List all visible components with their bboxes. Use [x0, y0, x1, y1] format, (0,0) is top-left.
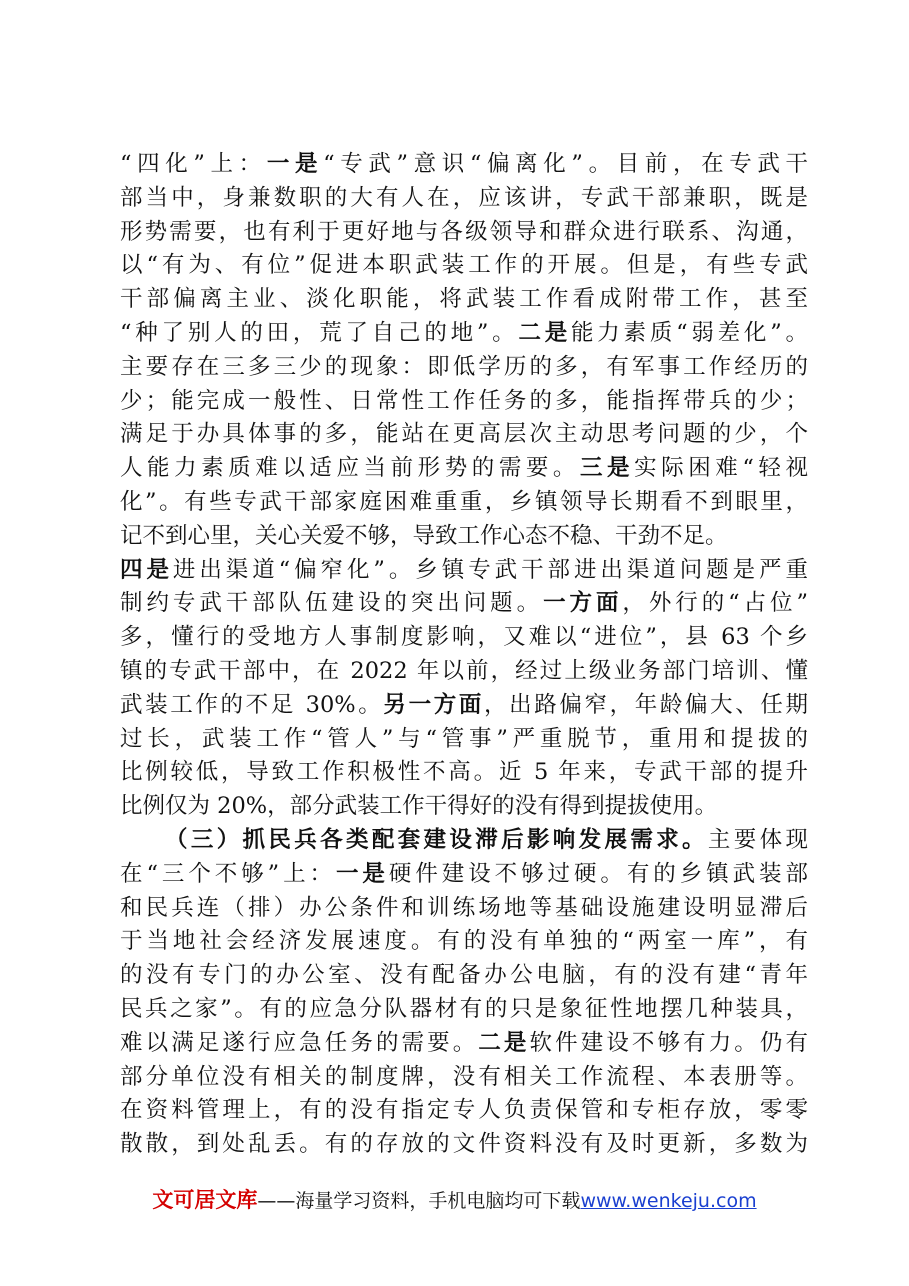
- text-segment: 武装工作的不足 30%。: [120, 691, 384, 718]
- text-segment: “四化”上：: [120, 151, 267, 177]
- text-line: [120, 723, 808, 757]
- text-line: [120, 756, 808, 790]
- text-segment: 难以满足遂行应急任务的需要。: [120, 1029, 479, 1056]
- bold-keyword: 一是: [266, 151, 324, 177]
- text-line: [120, 182, 808, 216]
- text-segment: 部分单位没有相关的制度牌，没有相关工作流程、本表册等。: [120, 1063, 808, 1090]
- text-segment: 镇的专武干部中，在 2022 年以前，经过上级业务部门培训、懂: [120, 657, 808, 684]
- text-segment: 在“三个不够”上：: [120, 860, 336, 887]
- text-line: [120, 892, 808, 926]
- text-segment: 在资料管理上，有的没有指定专人负责保管和专柜存放，零零: [120, 1097, 808, 1124]
- text-line: [120, 621, 808, 655]
- text-line: [120, 148, 808, 182]
- text-segment: 主要体现: [707, 826, 808, 853]
- text-line: [120, 216, 808, 250]
- document-body: [120, 148, 808, 1162]
- text-line: [120, 385, 808, 419]
- text-line: [120, 554, 808, 588]
- text-segment: 满足于办具体事的多，能站在更高层次主动思考问题的少，个: [120, 421, 808, 448]
- bold-keyword: （三）抓民兵各类配套建设滞后影响发展需求。: [165, 826, 708, 853]
- bold-keyword: 一是: [335, 860, 389, 887]
- text-segment: 多，懂行的受地方人事制度影响，又难以“进位”，县 63 个乡: [120, 624, 808, 651]
- text-line: [120, 790, 808, 824]
- text-segment: 实际困难“轻视: [634, 455, 808, 482]
- text-line: [120, 1061, 808, 1095]
- text-segment: 主要存在三多三少的现象：即低学历的多，有军事工作经历的: [120, 353, 808, 380]
- text-segment: 进出渠道“偏窄化”。乡镇专武干部进出渠道问题是严重: [172, 556, 808, 583]
- text-segment: 以“有为、有位”促进本职武装工作的开展。但是，有些专武: [120, 252, 808, 279]
- text-segment: 化”。有些专武干部家庭困难重重，乡镇领导长期看不到眼里，: [120, 488, 808, 515]
- bold-keyword: 二是: [518, 319, 571, 346]
- bold-keyword: 另一方面: [383, 691, 484, 718]
- text-line: [120, 452, 808, 486]
- bold-keyword: 四是: [120, 556, 173, 583]
- text-line: [120, 959, 808, 993]
- text-line: [120, 486, 808, 520]
- text-line: [120, 824, 808, 858]
- text-line: [120, 689, 808, 723]
- footer-link[interactable]: www.wenkeju.com: [580, 1190, 757, 1212]
- text-segment: 形势需要，也有利于更好地与各级领导和群众进行联系、沟通，: [120, 218, 808, 245]
- text-line: [120, 587, 808, 621]
- text-segment: 硬件建设不够过硬。有的乡镇武装部: [388, 860, 808, 887]
- text-segment: 比例较低，导致工作积极性不高。近 5 年来，专武干部的提升: [120, 759, 808, 786]
- text-line: [120, 925, 808, 959]
- text-segment: 和民兵连（排）办公条件和训练场地等基础设施建设明显滞后: [120, 894, 808, 921]
- text-segment: ，出路偏窄，年龄偏大、任期: [483, 691, 808, 718]
- text-segment: ，外行的“占位”: [622, 590, 808, 617]
- text-segment: “专武”意识“偏离化”。目前，在专武干: [323, 151, 808, 177]
- footer-tagline: ——海量学习资料，手机电脑均可下载: [257, 1190, 581, 1212]
- text-line: [120, 655, 808, 689]
- text-segment: 于当地社会经济发展速度。有的没有单独的“两室一库”，有: [120, 928, 808, 955]
- text-segment: 比例仅为 20%，部分武装工作干得好的没有得到提拔使用。: [120, 793, 718, 820]
- text-segment: 记不到心里，关心关爱不够，导致工作心态不稳、干劲不足。: [120, 522, 728, 549]
- text-line: [120, 249, 808, 283]
- text-line: [120, 993, 808, 1027]
- text-line: [120, 418, 808, 452]
- text-segment: 制约专武干部队伍建设的突出问题。: [120, 590, 544, 617]
- bold-keyword: 三是: [580, 455, 635, 482]
- bold-keyword: 二是: [478, 1029, 530, 1056]
- text-segment: 散散，到处乱丢。有的存放的文件资料没有及时更新，多数为: [120, 1131, 808, 1158]
- text-line: [120, 283, 808, 317]
- text-segment: 少；能完成一般性、日常性工作任务的多，能指挥带兵的少；: [120, 387, 808, 414]
- text-line: [120, 317, 808, 351]
- text-line: [120, 1128, 808, 1162]
- text-line: [120, 351, 808, 385]
- bold-keyword: 一方面: [543, 590, 623, 617]
- text-line: [120, 520, 808, 554]
- footer-banner: [0, 1184, 909, 1214]
- text-line: [120, 858, 808, 892]
- text-segment: 部当中，身兼数职的大有人在，应该讲，专武干部兼职，既是: [120, 184, 808, 211]
- text-segment: “种了别人的田，荒了自己的地”。: [120, 319, 519, 346]
- text-segment: 的没有专门的办公室、没有配备办公电脑，有的没有建“青年: [120, 962, 808, 989]
- footer-brand: 文可居文库: [152, 1188, 258, 1212]
- text-segment: 过长，武装工作“管人”与“管事”严重脱节，重用和提拔的: [120, 725, 808, 752]
- text-line: [120, 1094, 808, 1128]
- text-line: [120, 1027, 808, 1061]
- text-segment: 软件建设不够有力。仍有: [529, 1029, 808, 1056]
- text-segment: 人能力素质难以适应当前形势的需要。: [120, 455, 580, 482]
- text-segment: 民兵之家”。有的应急分队器材有的只是象征性地摆几种装具，: [120, 995, 808, 1022]
- text-segment: 能力素质“弱差化”。: [571, 319, 808, 346]
- text-segment: 干部偏离主业、淡化职能，将武装工作看成附带工作，甚至: [120, 286, 808, 313]
